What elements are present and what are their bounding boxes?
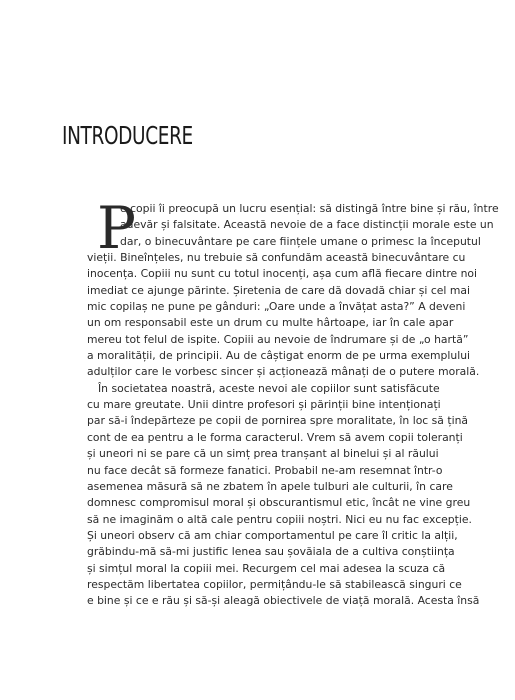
paragraph-1-line-8: un om responsabil este un drum cu multe hârtoape, iar în cale apar [87, 316, 454, 330]
paragraph-1-line-11: adulților care le vorbesc sincer și acționează mânați de o putere morală. [87, 365, 480, 379]
paragraph-2-line-4: cont de ea pentru a le forma caracterul. Vrem să avem copii toleranți [87, 430, 463, 444]
paragraph-2-line-10: Și uneori observ că am chiar comportamentul pe care îl critic la alții, [87, 528, 458, 542]
paragraph-2-line-1: În societatea noastră, aceste nevoi ale copiilor sunt satisfăcute [98, 381, 440, 395]
paragraph-2-line-14: e bine și ce e rău și să-și aleagă obiectivele de viață morală. Acesta însă [87, 594, 480, 608]
paragraph-1-line-10: a moralității, de principii. Au de câștigat enorm de pe urma exemplului [87, 349, 471, 363]
paragraph-1-line-4: vieții. Bineînțeles, nu trebuie să confundăm această binecuvântare cu [87, 251, 466, 265]
body-text [87, 201, 499, 610]
paragraph-1-line-6: imediat ce ajunge părinte. Șiretenia de care dă dovadă chiar și cel mai [87, 283, 470, 297]
paragraph-2-line-12: și simțul moral la copiii mei. Recurgem cel mai adesea la scuza că [87, 561, 446, 575]
paragraph-1-line-7: mic copilaș ne pune pe gânduri: „Oare unde a învățat asta?” A deveni [87, 300, 466, 314]
paragraph-1-line-2: adevăr și falsitate. Această nevoie de a face distincții morale este un [120, 218, 494, 232]
paragraph-2-line-8: domnesc compromisul moral și obscurantismul etic, încât ne vine greu [87, 496, 471, 510]
paragraph-2-line-11: grăbindu-mă să-mi justific lenea sau șovăiala de a cultiva conștiința [87, 545, 455, 559]
chapter-title: INTRODUCERE [62, 121, 193, 150]
paragraph-2-line-3: par să-i îndepărteze pe copii de pornirea spre moralitate, în loc să țină [87, 414, 469, 428]
paragraph-2-line-9: să ne imaginăm o altă cale pentru copiii noștri. Nici eu nu fac excepție. [87, 512, 472, 526]
paragraph-1-line-1: e copii îi preocupă un lucru esențial: să distingă între bine și rău, între [120, 202, 499, 215]
drop-cap: P [97, 194, 137, 262]
paragraph-2-line-2: cu mare greutate. Unii dintre profesori și părinții bine intenționați [87, 398, 441, 412]
paragraph-2-line-6: nu face decât să formeze fanatici. Probabil ne-am resemnat într-o [87, 463, 443, 477]
paragraph-2-line-7: asemenea măsură să ne zbatem în apele tulburi ale culturii, în care [87, 479, 453, 493]
paragraph-1-line-5: inocența. Copiii nu sunt cu totul inocenți, așa cum află fiecare dintre noi [87, 267, 478, 281]
paragraph-1-line-3: dar, o binecuvântare pe care ființele umane o primesc la începutul [120, 234, 481, 248]
paragraph-2-line-5: și uneori ni se pare că un simț prea tranșant al binelui și al răului [87, 447, 439, 461]
paragraph-1-line-9: mereu tot felul de ispite. Copiii au nevoie de îndrumare și de „o hartă” [87, 332, 469, 346]
paragraph-2-line-13: respectăm libertatea copiilor, permițându-le să stabilească singuri ce [87, 577, 462, 591]
